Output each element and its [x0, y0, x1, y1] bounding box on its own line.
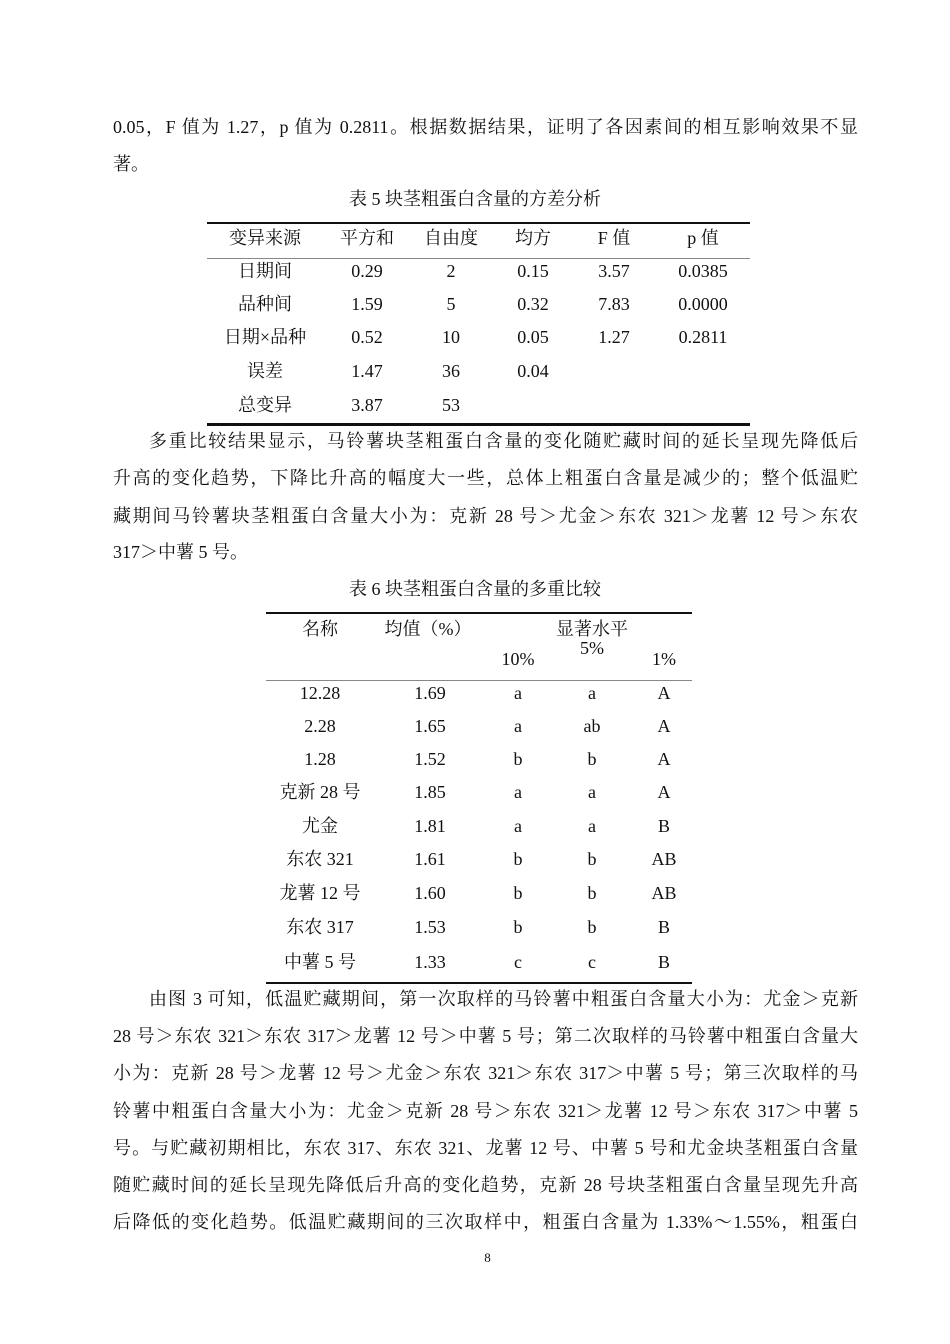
table5-header: 均方 [515, 228, 551, 248]
table6-cell: a [514, 782, 522, 802]
header-significance: 显著水平 [556, 619, 628, 639]
table6-cell: b [513, 883, 523, 903]
table6-cell: 1.53 [414, 917, 446, 937]
paragraph-line: 后降低的变化趋势。低温贮藏期间的三次取样中，粗蛋白含量为 1.33%～1.55%，粗蛋白 [113, 1212, 858, 1232]
table-rule [266, 982, 692, 984]
table5-cell: 1.27 [598, 327, 630, 347]
table6-cell: 中薯 5 号 [284, 952, 356, 972]
table6-cell: b [587, 883, 597, 903]
header-5pct: 5% [580, 638, 604, 658]
table5-cell: 日期×品种 [223, 327, 307, 347]
table5-cell: 误差 [247, 361, 283, 381]
table5-cell: 0.2811 [678, 327, 728, 347]
table5-cell: 日期间 [238, 261, 292, 281]
table6-cell: 1.61 [414, 849, 446, 869]
table5-cell: 1.47 [351, 361, 383, 381]
table5-cell: 2 [446, 261, 456, 281]
table5-cell: 3.57 [598, 261, 630, 281]
table6-cell: 1.52 [414, 749, 446, 769]
table5-cell: 10 [442, 327, 460, 347]
paragraph-line: 著。 [113, 154, 149, 174]
table6-cell: 1.60 [414, 883, 446, 903]
table6-cell: B [657, 816, 671, 836]
table5-header: p 值 [687, 228, 719, 248]
paragraph-line: 317＞中薯 5 号。 [113, 542, 248, 562]
table6-cell: A [657, 782, 671, 802]
table5-cell: 3.87 [351, 395, 383, 415]
paragraph-line: 多重比较结果显示，马铃薯块茎粗蛋白含量的变化随贮藏时间的延长呈现先降低后 [149, 431, 858, 451]
paragraph-line: 小为：克新 28 号＞龙薯 12 号＞尤金＞东农 321＞东农 317＞中薯 5 号；第三次取样的马 [113, 1063, 858, 1083]
table6-caption: 表 6 块茎粗蛋白含量的多重比较 [349, 579, 601, 599]
table5-cell: 1.59 [351, 294, 383, 314]
page-number: 8 [484, 1250, 491, 1265]
table5-cell: 0.52 [351, 327, 383, 347]
header-mean: 均值（%） [384, 619, 472, 639]
table6-cell: 1.33 [414, 952, 446, 972]
table-rule [207, 222, 750, 224]
table6-cell: 1.85 [414, 782, 446, 802]
table6-cell: AB [651, 883, 677, 903]
table6-cell: a [514, 816, 522, 836]
table5-header: F 值 [597, 228, 631, 248]
table6-cell: a [588, 816, 596, 836]
table5-cell: 0.32 [517, 294, 549, 314]
table6-cell: 龙薯 12 号 [279, 883, 361, 903]
table5-cell: 品种间 [238, 294, 292, 314]
table5-cell: 5 [446, 294, 456, 314]
table6-cell: A [657, 749, 671, 769]
table5-cell: 0.05 [517, 327, 549, 347]
table5-caption: 表 5 块茎粗蛋白含量的方差分析 [349, 189, 601, 209]
table6-cell: 2.28 [304, 716, 336, 736]
paragraph-line: 铃薯中粗蛋白含量大小为：尤金＞克新 28 号＞东农 321＞龙薯 12 号＞东农 317＞中薯 5 [113, 1101, 858, 1121]
table6-cell: 尤金 [302, 816, 338, 836]
table6-cell: b [587, 917, 597, 937]
header-10pct: 10% [501, 649, 535, 669]
table6-cell: b [513, 749, 523, 769]
table6-cell: A [657, 716, 671, 736]
table6-cell: AB [651, 849, 677, 869]
header-1pct: 1% [652, 649, 676, 669]
table5-header: 变异来源 [229, 228, 301, 248]
table6-cell: b [513, 849, 523, 869]
table6-cell: 1.69 [414, 683, 446, 703]
table5-header: 平方和 [340, 228, 394, 248]
table-rule [207, 423, 750, 426]
table6-cell: B [657, 952, 671, 972]
table5-cell: 0.0385 [678, 261, 728, 281]
table6-cell: a [514, 683, 522, 703]
table6-cell: A [657, 683, 671, 703]
table5-cell: 7.83 [598, 294, 630, 314]
table5-cell: 53 [442, 395, 460, 415]
paragraph-line: 由图 3 可知，低温贮藏期间，第一次取样的马铃薯中粗蛋白含量大小为：尤金＞克新 [149, 989, 858, 1009]
table6-cell: b [513, 917, 523, 937]
paragraph-line: 号。与贮藏初期相比，东农 317、东农 321、龙薯 12 号、中薯 5 号和尤金块茎粗蛋白含量 [113, 1138, 858, 1158]
table5-cell: 0.04 [517, 361, 549, 381]
table6-cell: c [588, 952, 596, 972]
table6-cell: c [514, 952, 522, 972]
table6-cell: 12.28 [299, 683, 341, 703]
table-rule [266, 612, 692, 614]
table5-cell: 0.29 [351, 261, 383, 281]
table6-cell: 东农 321 [286, 849, 354, 869]
table5-header: 自由度 [424, 228, 478, 248]
paragraph-line: 0.05，F 值为 1.27，p 值为 0.2811。根据数据结果，证明了各因素间的相互影响效果不显 [113, 117, 858, 137]
paragraph-line: 藏期间马铃薯块茎粗蛋白含量大小为：克新 28 号＞尤金＞东农 321＞龙薯 12 号＞东农 [113, 506, 858, 526]
table6-cell: 克新 28 号 [279, 782, 361, 802]
table6-cell: B [657, 917, 671, 937]
table5-cell: 总变异 [238, 395, 292, 415]
table6-cell: 东农 317 [286, 917, 354, 937]
table6-cell: b [587, 749, 597, 769]
table6-cell: a [588, 683, 596, 703]
paragraph-line: 28 号＞东农 321＞东农 317＞龙薯 12 号＞中薯 5 号；第二次取样的马铃薯中粗蛋白含量大 [113, 1026, 858, 1046]
table5-cell: 0.15 [517, 261, 549, 281]
table6-cell: b [587, 849, 597, 869]
table6-cell: ab [583, 716, 601, 736]
table6-cell: 1.65 [414, 716, 446, 736]
table5-cell: 36 [442, 361, 460, 381]
paragraph-line: 随贮藏时间的延长呈现先降低后升高的变化趋势，克新 28 号块茎粗蛋白含量呈现先升高 [113, 1175, 858, 1195]
table6-cell: 1.28 [304, 749, 336, 769]
header-name: 名称 [302, 619, 338, 639]
paragraph-line: 升高的变化趋势，下降比升高的幅度大一些，总体上粗蛋白含量是减少的；整个低温贮 [113, 468, 858, 488]
table6-cell: a [588, 782, 596, 802]
table6-cell: 1.81 [414, 816, 446, 836]
table6-cell: a [514, 716, 522, 736]
table5-cell: 0.0000 [678, 294, 728, 314]
